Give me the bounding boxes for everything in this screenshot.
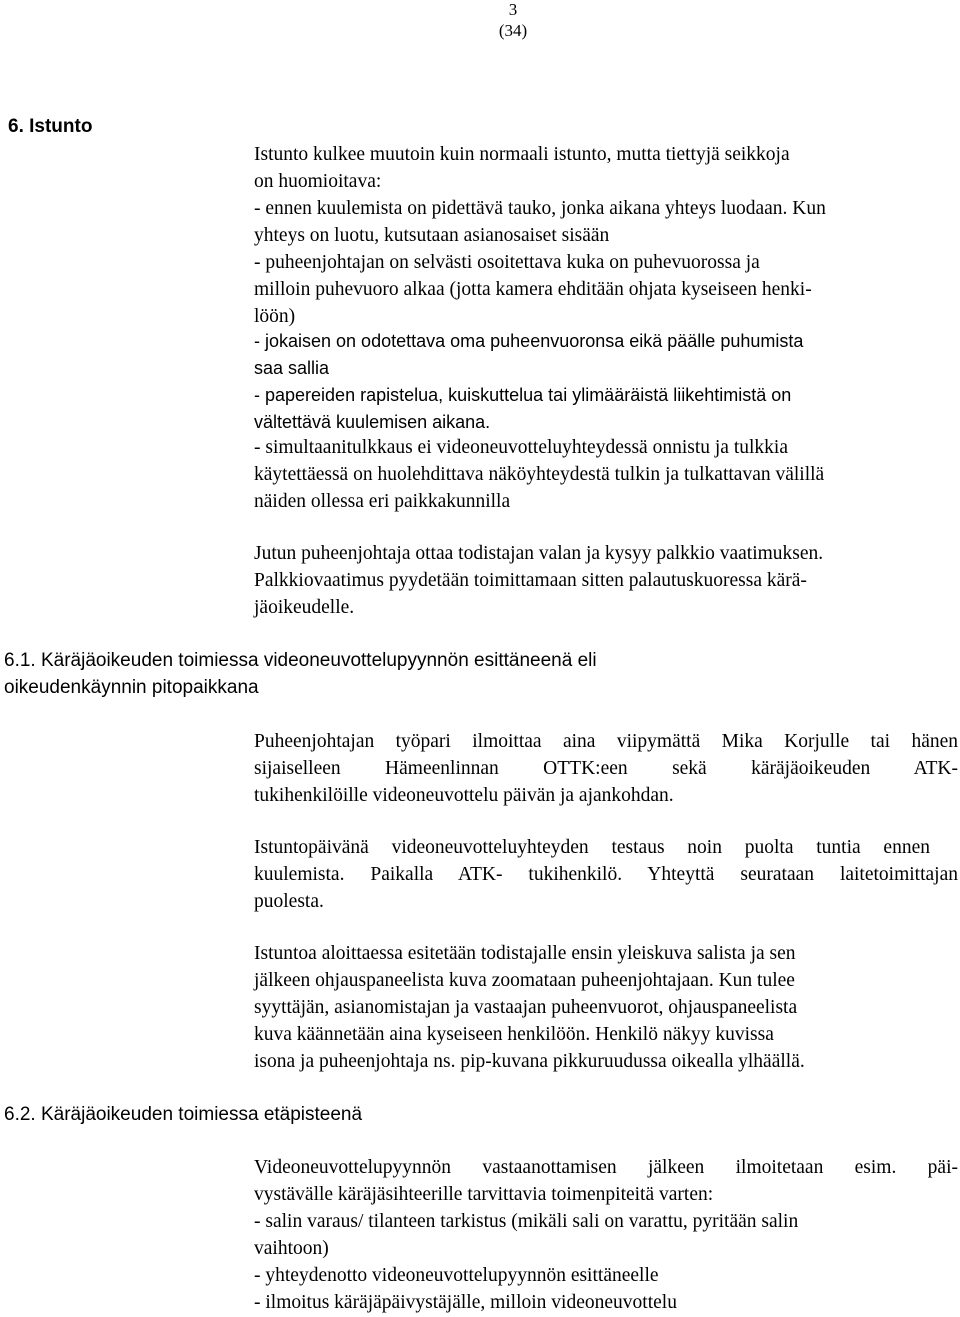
section61-para3-line: syyttäjän, asianomistajan ja vastaajan puheenvuorot, ohjauspaneelista	[254, 997, 798, 1018]
section6-line: vältettävä kuulemisen aikana.	[254, 412, 491, 432]
section6-line: näiden ollessa eri paikkakunnilla	[254, 491, 511, 512]
section61-para1-line: sijaiselleen Hämeenlinnan OTTK:een sekä käräjäoikeuden ATK-	[254, 758, 958, 779]
section6-line: Palkkiovaatimus pyydetään toimittamaan sitten palautuskuoressa kärä-	[254, 570, 807, 591]
section6-line: saa sallia	[254, 358, 330, 378]
page-number	[490, 0, 536, 42]
section61-para2-line: puolesta.	[254, 891, 324, 912]
section6-line: käytettäessä on huolehdittava näköyhteydestä tulkin ja tulkattavan välillä	[254, 464, 825, 485]
section-heading-istunto: 6. Istunto	[8, 116, 93, 137]
section6-line: Jutun puheenjohtaja ottaa todistajan valan ja kysyy palkkio vaatimuksen.	[254, 543, 824, 564]
section6-line: Istunto kulkee muutoin kuin normaali istunto, mutta tiettyjä seikkoja	[254, 144, 790, 165]
section62-para-line: vystävälle käräjäsihteerille tarvittavia toimenpiteitä varten:	[254, 1184, 714, 1205]
section62-para-line: - yhteydenotto videoneuvottelupyynnön esittäneelle	[254, 1265, 659, 1286]
section6-line: on huomioitava:	[254, 171, 382, 192]
section6-line: löön)	[254, 306, 296, 327]
section61-para3-line: kuva käännetään aina kyseiseen henkilöön. Henkilö näkyy kuvissa	[254, 1024, 774, 1045]
section61-para3-line: isona ja puheenjohtaja ns. pip-kuvana pikkuruudussa oikealla ylhäällä.	[254, 1051, 805, 1072]
section61-para3-line: jälkeen ohjauspaneelista kuva zoomataan puheenjohtajaan. Kun tulee	[254, 970, 795, 991]
section62-para-line: - salin varaus/ tilanteen tarkistus (mikäli sali on varattu, pyritään salin	[254, 1211, 799, 1232]
section61-para1-line: Puheenjohtajan työpari ilmoittaa aina viipymättä Mika Korjulle tai hänen	[254, 731, 958, 752]
section61-para1-line: tukihenkilöille videoneuvottelu päivän ja ajankohdan.	[254, 785, 674, 806]
section61-para2-line: Istuntopäivänä videoneuvotteluyhteyden testaus noin puolta tuntia ennen	[254, 837, 930, 858]
section6-line: jäoikeudelle.	[254, 597, 355, 618]
section-heading-6-1: 6.1. Käräjäoikeuden toimiessa videoneuvottelupyynnön esittäneenä eli	[4, 650, 597, 671]
section-heading-6-2: 6.2. Käräjäoikeuden toimiessa etäpisteenä	[4, 1104, 363, 1125]
section61-para2-line: kuulemista. Paikalla ATK- tukihenkilö. Yhteyttä seurataan laitetoimittajan	[254, 864, 958, 885]
section61-para3-line: Istuntoa aloittaessa esitetään todistajalle ensin yleiskuva salista ja sen	[254, 943, 796, 964]
section62-para-line: vaihtoon)	[254, 1238, 329, 1259]
page-number-total: (34)	[498, 21, 528, 40]
page-number-current: 3	[508, 0, 518, 19]
section6-line: - simultaanitulkkaus ei videoneuvotteluyhteydessä onnistu ja tulkkia	[254, 437, 788, 458]
section6-line: - ennen kuulemista on pidettävä tauko, jonka aikana yhteys luodaan. Kun	[254, 198, 826, 219]
section6-line: - jokaisen on odotettava oma puheenvuoronsa eikä päälle puhumista	[254, 331, 804, 351]
section6-line: - puheenjohtajan on selvästi osoitettava kuka on puhevuorossa ja	[254, 252, 760, 273]
section-heading-6-1-cont: oikeudenkäynnin pitopaikkana	[4, 677, 259, 698]
section62-para-line: Videoneuvottelupyynnön vastaanottamisen jälkeen ilmoitetaan esim. päi-	[254, 1157, 958, 1178]
section6-line: - papereiden rapistelua, kuiskuttelua tai ylimääräistä liikehtimistä on	[254, 385, 792, 405]
section62-para-line: - ilmoitus käräjäpäivystäjälle, milloin videoneuvottelu	[254, 1292, 677, 1313]
section6-line: yhteys on luotu, kutsutaan asianosaiset sisään	[254, 225, 610, 246]
section6-line: milloin puhevuoro alkaa (jotta kamera ehditään ohjata kyseiseen henki-	[254, 279, 812, 300]
